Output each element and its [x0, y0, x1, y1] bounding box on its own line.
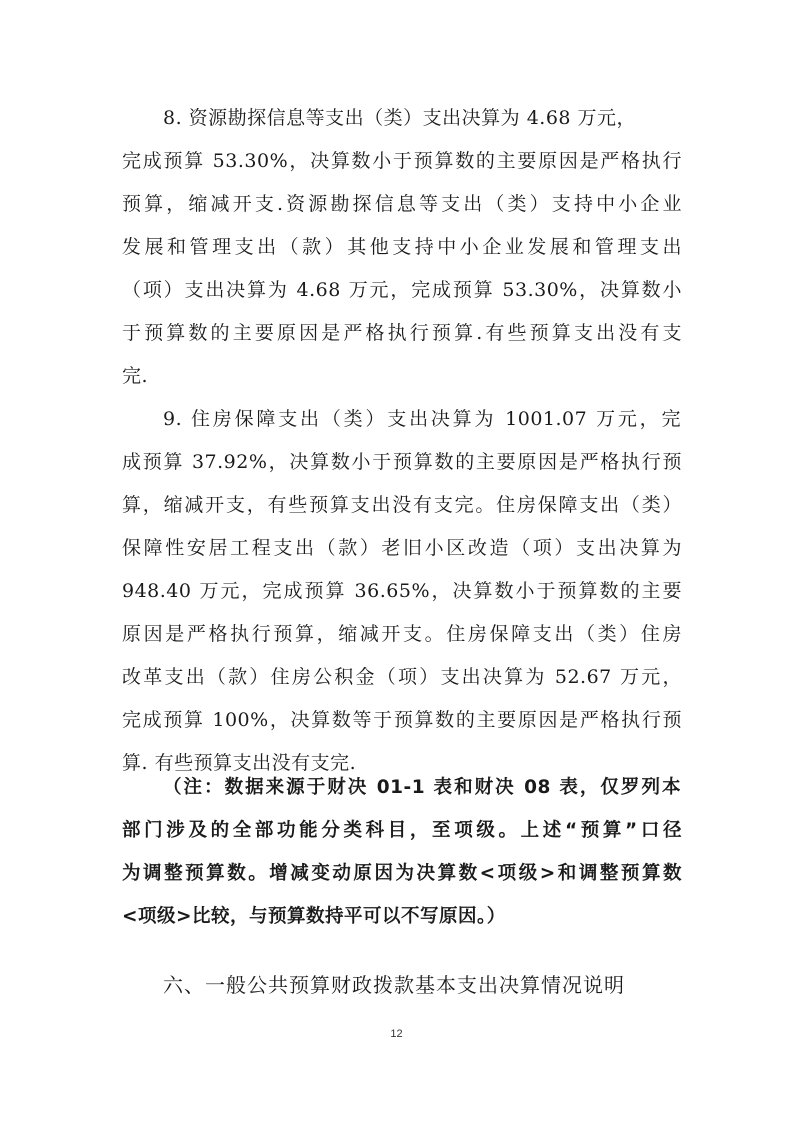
section-heading: 六、一般公共预算财政拨款基本支出决算情况说明 [163, 973, 625, 997]
section8-line-6: 于预算数的主要原因是严格执行预算.有些预算支出没有支 [122, 322, 682, 344]
section9-line-2: 成预算 37.92%，决算数小于预算数的主要原因是严格执行预 [122, 451, 682, 473]
section8-line-1: 8. 资源勘探信息等支出（类）支出决算为 4.68 万元， [163, 107, 637, 129]
section8-line-2: 完成预算 53.30%，决算数小于预算数的主要原因是严格执行 [122, 150, 682, 172]
section9-line-7: 改革支出（款）住房公积金（项）支出决算为 52.67 万元， [122, 666, 682, 688]
section9-line-6: 原因是严格执行预算，缩减开支。住房保障支出（类）住房 [122, 623, 682, 645]
section8-line-4: 发展和管理支出（款）其他支持中小企业发展和管理支出 [122, 236, 682, 258]
note-line-2: 部门涉及的全部功能分类科目，至项级。上述“预算”口径 [122, 820, 682, 841]
section9-line-3: 算，缩减开支，有些预算支出没有支完。住房保障支出（类） [122, 494, 682, 516]
note-line-3: 为调整预算数。增减变动原因为决算数<项级>和调整预算数 [122, 863, 682, 884]
section9-line-1: 9. 住房保障支出（类）支出决算为 1001.07 万元，完 [163, 408, 681, 430]
note-line-1: （注：数据来源于财决 01-1 表和财决 08 表，仅罗列本 [163, 777, 681, 798]
section8-line-5: （项）支出决算为 4.68 万元，完成预算 53.30%，决算数小 [122, 279, 682, 301]
section8-line-7: 完. [122, 365, 149, 387]
section9-line-9: 算. 有些预算支出没有支完. [122, 752, 357, 774]
section8-line-3: 预算，缩减开支.资源勘探信息等支出（类）支持中小企业 [122, 193, 682, 215]
page-number: 12 [390, 1028, 403, 1040]
section9-line-5: 948.40 万元，完成预算 36.65%，决算数小于预算数的主要 [122, 580, 682, 602]
section9-line-4: 保障性安居工程支出（款）老旧小区改造（项）支出决算为 [122, 537, 682, 559]
section9-line-8: 完成预算 100%，决算数等于预算数的主要原因是严格执行预 [122, 709, 682, 731]
note-line-4: <项级>比较，与预算数持平可以不写原因。） [122, 906, 506, 927]
